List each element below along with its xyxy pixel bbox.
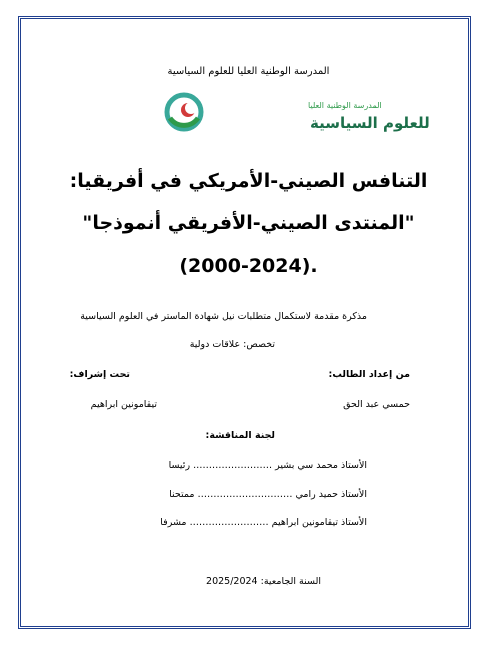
memo-description: مذكرة مقدمة لاستكمال متطلبات نيل شهادة الماستر في العلوم السياسية: [80, 311, 367, 322]
committee-member-name: الأستاذ تيقامونين ابراهيم: [271, 517, 367, 528]
committee-member-1: [169, 460, 367, 471]
memo-specialty: تخصص: علاقات دولية: [189, 339, 275, 350]
title-line-2: "المنتدى الصيني-الأفريقي أنموذجا": [82, 212, 415, 234]
committee-member-dots: …………………………: [197, 489, 293, 500]
committee-label: لجنة المناقشة:: [205, 430, 275, 441]
school-logo: [160, 88, 430, 140]
title-line-3: (2000-2024).: [179, 255, 318, 277]
student-label: من إعداد الطالب:: [328, 369, 410, 380]
committee-member-name: الأستاذ حميد رامي: [295, 489, 367, 500]
school-name: المدرسة الوطنية العليا للعلوم السياسية: [167, 66, 330, 77]
supervisor-label: تحت إشراف:: [69, 369, 130, 380]
logo-text-top: المدرسة الوطنية العليا: [308, 101, 382, 110]
student-name: حمسي عبد الحق: [343, 399, 410, 410]
committee-member-role: مشرفا: [160, 517, 187, 528]
committee-member-role: ممتحنا: [169, 489, 195, 500]
logo-emblem-icon: [160, 88, 430, 140]
committee-member-dots: …………………….: [193, 460, 273, 471]
supervisor-name: تيقامونين ابراهيم: [90, 399, 157, 410]
committee-member-name: الأستاذ محمد سي بشير: [275, 460, 367, 471]
academic-year: السنة الجامعية: 2025/2024: [206, 576, 321, 587]
logo-text-bottom: للعلوم السياسية: [310, 114, 430, 132]
committee-member-dots: …………………….: [189, 517, 269, 528]
committee-member-role: رئيسا: [168, 460, 191, 471]
committee-member-3: [160, 517, 367, 528]
title-line-1: التنافس الصيني-الأمريكي في أفريقيا:: [69, 170, 428, 192]
committee-member-2: [169, 489, 367, 500]
